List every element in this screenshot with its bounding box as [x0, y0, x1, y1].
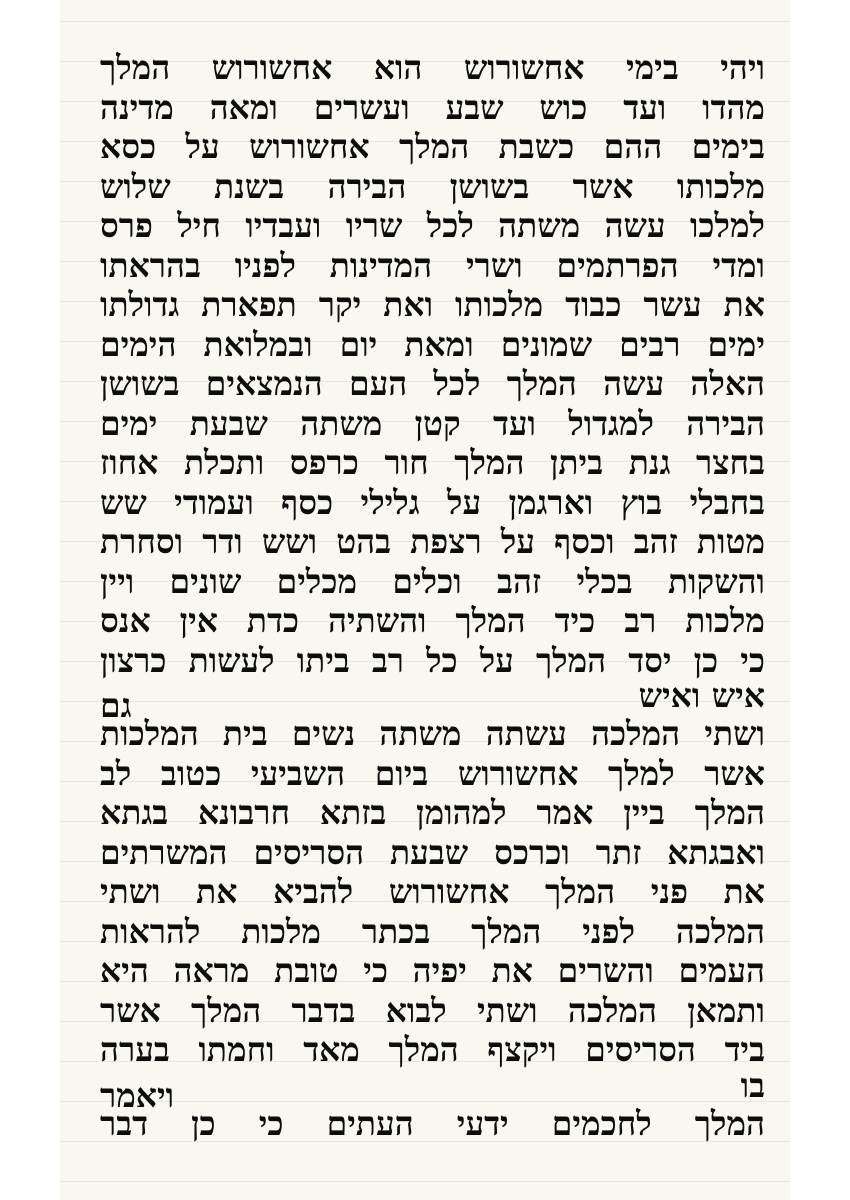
text-line: ימים רבים שמונים ומאת יום ובמלואת הימים [100, 324, 765, 364]
text-line: מלכותו אשר בשושן הבירה בשנת שלוש [100, 166, 765, 206]
text-line: את פני המלך אחשורוש להביא את ושתי [100, 872, 765, 911]
text-line: את עשר כבוד מלכותו ואת יקר תפארת גדולתו [100, 285, 765, 324]
text-line: בימים ההם כשבת המלך אחשורוש על כסא [100, 127, 765, 166]
text-line: ומדי הפרתמים ושרי המדינות לפניו בהראתו [100, 245, 765, 285]
split-line-right: איש ואיש [638, 676, 765, 715]
split-line [100, 676, 765, 725]
text-line: הבירה למגדול ועד קטן משתה שבעת ימים [100, 403, 765, 443]
text-line: ותמאן המלכה ושתי לבוא בדבר המלך אשר [100, 990, 765, 1030]
text-line: העמים והשרים את יפיה כי טובת מראה היא [100, 951, 765, 990]
split-line-right: בו [740, 1065, 765, 1105]
text-line: מהדו ועד כוש שבע ועשרים ומאה מדינה [100, 87, 765, 127]
split-line-left: גם [100, 686, 132, 725]
text-line: מלכות רב כיד המלך והשתיה כדת אין אנס [100, 601, 765, 640]
split-line [100, 1065, 765, 1115]
text-line: והשקות בכלי זהב וכלים מכלים שונים ויין [100, 561, 765, 601]
text-line: ביד הסריסים ויקצף המלך מאד וחמתו בערה [100, 1030, 765, 1069]
text-line: ואבגתא זתר וכרכס שבעת הסריסים המשרתים [100, 832, 765, 872]
text-line: ושתי המלכה עשתה משתה נשים בית המלכות [100, 714, 765, 753]
text-line: אשר למלך אחשורוש ביום השביעי כטוב לב [100, 753, 765, 793]
text-column [100, 48, 765, 1143]
text-line: המלכה לפני המלך בכתר מלכות להראות [100, 911, 765, 951]
text-line: למלכו עשה משתה לכל שריו ועבדיו חיל פרס [100, 206, 765, 245]
text-line: האלה עשה המלך לכל העם הנמצאים בשושן [100, 364, 765, 403]
split-line-left: ויאמר [100, 1075, 175, 1115]
text-line: מטות זהב וכסף על רצפת בהט ושש ודר וסחרת [100, 522, 765, 561]
text-line: בחצר גנת ביתן המלך חור כרפס ותכלת אחוז [100, 443, 765, 482]
text-line: כי כן יסד המלך על כל רב ביתו לעשות כרצון [100, 640, 765, 680]
text-line: ויהי בימי אחשורוש הוא אחשורוש המלך [100, 48, 765, 87]
text-line-last: המלך לחכמים ידעי העתים כי כן דבר [100, 1103, 765, 1143]
text-line: בחבלי בוץ וארגמן על גלילי כסף ועמודי שש [100, 482, 765, 522]
text-line: המלך ביין אמר למהומן בזתא חרבונא בגתא [100, 793, 765, 832]
